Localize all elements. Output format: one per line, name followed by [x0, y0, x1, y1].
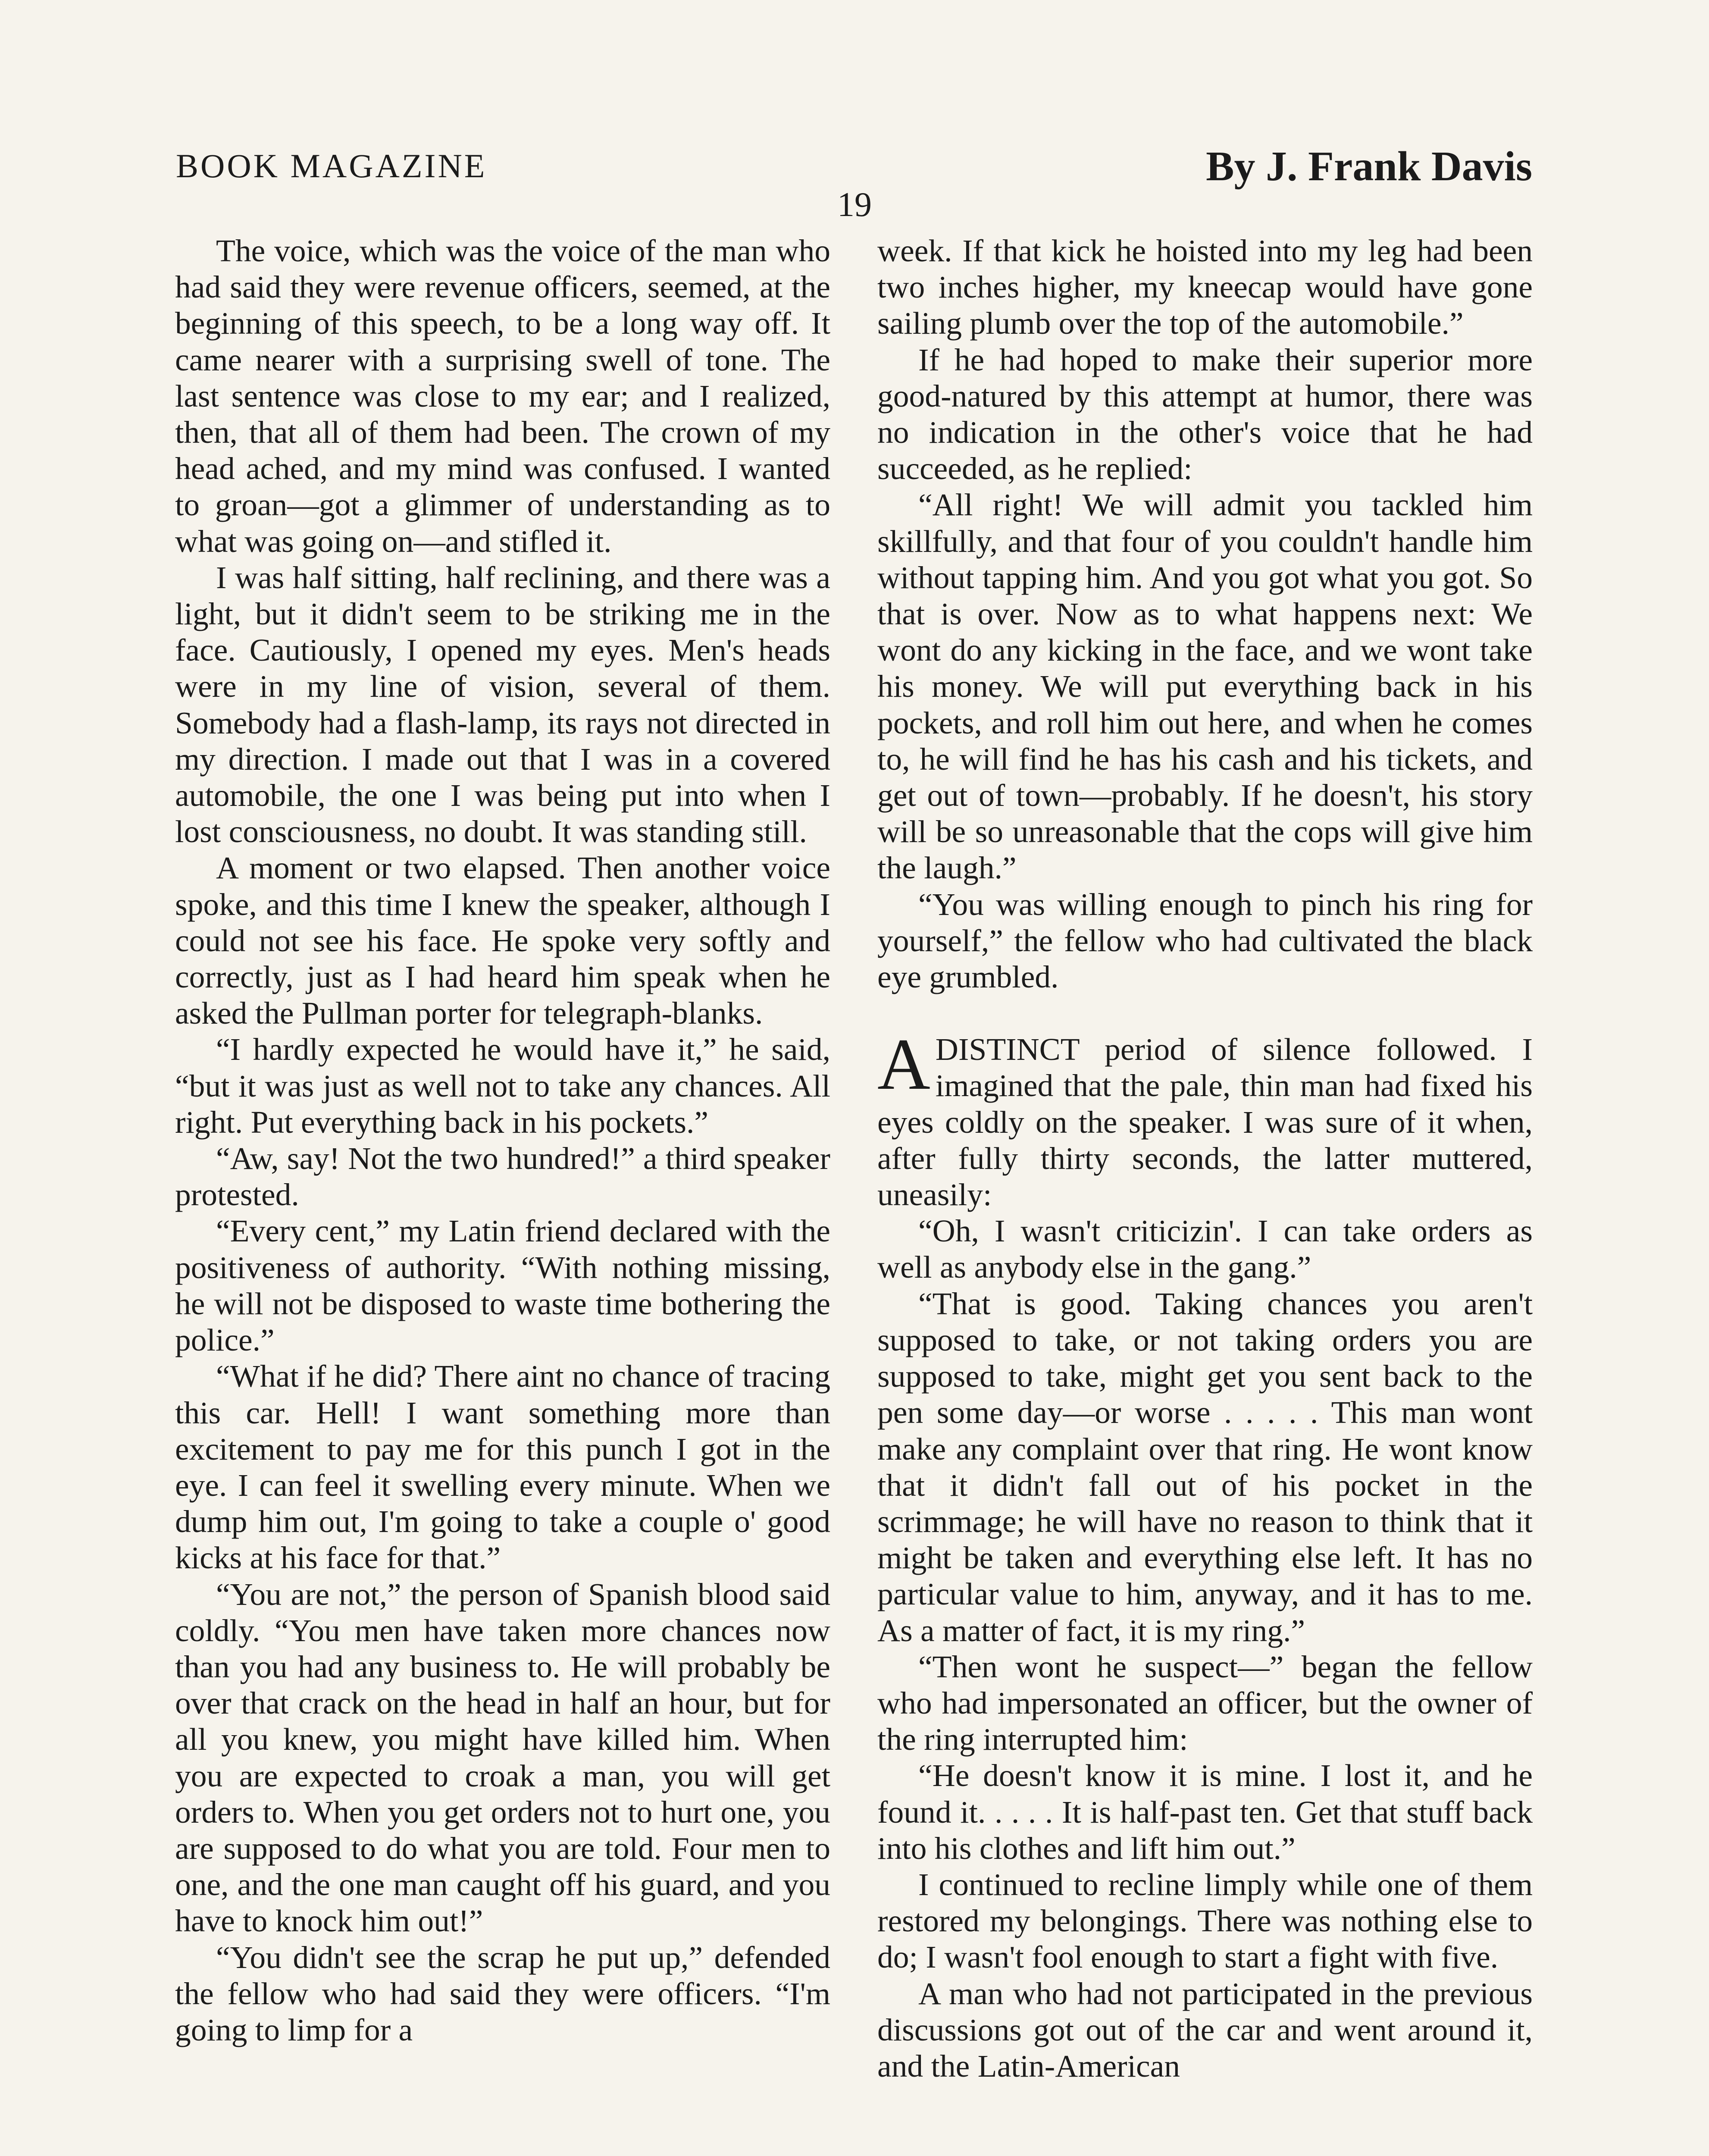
section-opening-paragraph	[877, 1024, 1533, 1213]
drop-cap-text: DISTINCT period of silence followed. I imagined that the pale, thin man had fixed his eyes coldly on the speaker. I was sure of it when, after fully thirty seconds, the latter muttered, uneasily:	[877, 1032, 1533, 1213]
right-column	[877, 233, 1533, 2084]
paragraph: “You didn't see the scrap he put up,” defended the fellow who had said they were officers. “I'm going to limp for a	[175, 1940, 830, 2047]
paragraph: “I hardly expected he would have it,” he said, “but it was just as well not to take any chances. All right. Put everything back in his pockets.”	[175, 1032, 830, 1140]
paragraph: “He doesn't know it is mine. I lost it, and he found it. . . . . It is half-past ten. Get that stuff back into his clothes and lift him out.”	[877, 1758, 1533, 1866]
page-number: 19	[837, 186, 872, 224]
paragraph: “That is good. Taking chances you aren't supposed to take, or not taking orders you are supposed to take, might get you sent back to the pen some day—or worse . . . . . This man wont make any complaint over that ring. He wont know that it didn't fall out of his pocket in the scrimmage; he will have no reason to think that it might be taken and everything else left. It has no particular value to him, anyway, and it has to me. As a matter of fact, it is my ring.”	[877, 1286, 1533, 1648]
paragraph: “All right! We will admit you tackled him skillfully, and that four of you couldn't handle him without tapping him. And you got what you got. So that is over. Now as to what happens next: We wont do any kicking in the face, and we wont take his money. We will put everything back in his pockets, and roll him out here, and when he comes to, he will find he has his cash and his tickets, and get out of town—probably. If he doesn't, his story will be so unreasonable that the cops will give him the laugh.”	[877, 487, 1533, 886]
paragraph: I continued to recline limply while one of them restored my belongings. There was nothing else to do; I wasn't fool enough to start a fight with five.	[877, 1867, 1533, 1975]
magazine-title: BOOK MAGAZINE	[176, 147, 487, 185]
author-byline: By J. Frank Davis	[1206, 143, 1532, 190]
paragraph: “Then wont he suspect—” began the fellow who had impersonated an officer, but the owner of the ring interrupted him:	[877, 1649, 1533, 1757]
drop-cap: A	[877, 1024, 930, 1105]
paragraph: A man who had not participated in the previous discussions got out of the car and went around it, and the Latin-American	[877, 1976, 1533, 2084]
paragraph: “You was willing enough to pinch his ring for yourself,” the fellow who had cultivated the black eye grumbled.	[877, 887, 1533, 995]
paragraph: “Aw, say! Not the two hundred!” a third speaker protested.	[175, 1141, 830, 1213]
paragraph: A moment or two elapsed. Then another voice spoke, and this time I knew the speaker, although I could not see his face. He spoke very softly and correctly, just as I had heard him speak when he asked the Pullman porter for telegraph-blanks.	[175, 850, 830, 1031]
paragraph: I was half sitting, half reclining, and there was a light, but it didn't seem to be striking me in the face. Cautiously, I opened my eyes. Men's heads were in my line of vision, several of them. Somebody had a flash-lamp, its rays not directed in my direction. I made out that I was in a covered automobile, the one I was being put into when I lost consciousness, no doubt. It was standing still.	[175, 560, 830, 849]
paragraph: “What if he did? There aint no chance of tracing this car. Hell! I want something more than excitement to pay me for this punch I got in the eye. I can feel it swelling every minute. When we dump him out, I'm going to take a couple o' good kicks at his face for that.”	[175, 1359, 830, 1576]
paragraph: “Oh, I wasn't criticizin'. I can take orders as well as anybody else in the gang.”	[877, 1213, 1533, 1285]
paragraph: “You are not,” the person of Spanish blood said coldly. “You men have taken more chances now than you had any business to. He will probably be over that crack on the head in half an hour, but for all you knew, you might have killed him. When you are expected to croak a man, you will get orders to. When you get orders not to hurt one, you are supposed to do what you are told. Four men to one, and the one man caught off his guard, and you have to knock him out!”	[175, 1576, 830, 1939]
paragraph: week. If that kick he hoisted into my leg had been two inches higher, my kneecap would have gone sailing plumb over the top of the automobile.”	[877, 233, 1533, 341]
paragraph: The voice, which was the voice of the man who had said they were revenue officers, seemed, at the beginning of this speech, to be a long way off. It came nearer with a surprising swell of tone. The last sentence was close to my ear; and I realized, then, that all of them had been. The crown of my head ached, and my mind was confused. I wanted to groan—got a glimmer of understanding as to what was going on—and stifled it.	[175, 233, 830, 559]
paragraph: “Every cent,” my Latin friend declared with the positiveness of authority. “With nothing missing, he will not be disposed to waste time bothering the police.”	[175, 1213, 830, 1358]
left-column	[175, 233, 830, 2048]
paragraph: If he had hoped to make their superior more good-natured by this attempt at humor, there was no indication in the other's voice that he had succeeded, as he replied:	[877, 342, 1533, 486]
